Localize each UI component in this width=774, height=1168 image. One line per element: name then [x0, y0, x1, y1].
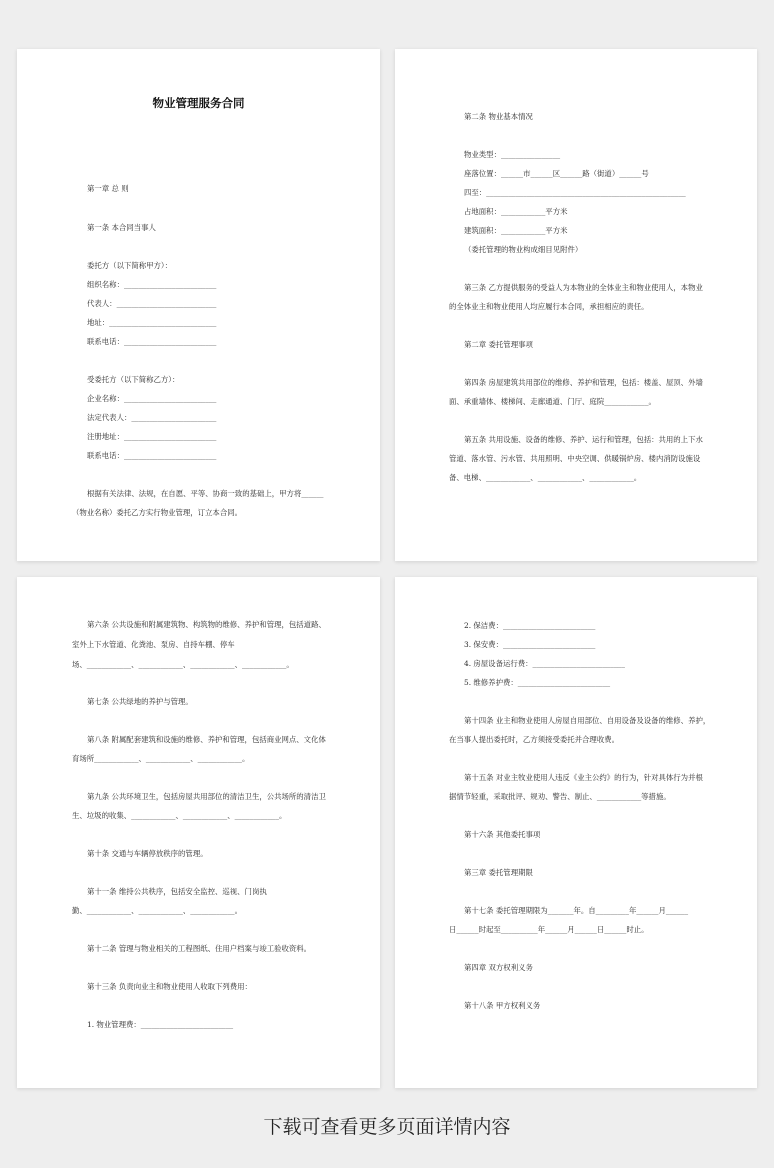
- p2-line-13: 第五条 共用设施、设备的维修、养护、运行和管理，包括：共用的上下水: [464, 435, 703, 444]
- p4-line-13: 第四章 双方权利义务: [464, 963, 533, 972]
- p1-line-11: 注册地址：_________________________: [87, 432, 217, 441]
- p2-line-5: 占地面积：____________平方米: [464, 207, 568, 216]
- p2-line-9: 的全体业主和物业使用人均应履行本合同，承担相应的责任。: [449, 302, 649, 311]
- more-pages-caption: 下载可查看更多页面详情内容: [263, 1116, 511, 1138]
- p4-line-3: 4. 房屋设备运行费：_________________________: [464, 659, 625, 668]
- p3-line-1: 第六条 公共设施和附属建筑物、构筑物的维修、养护和管理，包括道路、: [87, 620, 326, 629]
- p1-line-13: 根据有关法律、法规，在自愿、平等、协商一致的基础上，甲方将______: [87, 489, 324, 498]
- p3-line-12: 第十二条 管理与物业相关的工程图纸、住用户档案与竣工验收资料。: [87, 944, 312, 953]
- p1-line-2: 第一条 本合同当事人: [87, 223, 156, 232]
- p2-line-4: 四至：______________________________________________________: [464, 188, 686, 197]
- document-page-2: [395, 49, 757, 561]
- p4-line-7: 第十五条 对业主牧业使用人违反《业主公约》的行为，针对具体行为并根: [464, 773, 703, 782]
- p4-line-2: 3. 保安费：_________________________: [464, 640, 596, 649]
- p2-line-10: 第二章 委托管理事项: [464, 340, 533, 349]
- p1-line-10: 法定代表人：_______________________: [87, 413, 217, 422]
- p3-line-7: 第九条 公共环境卫生，包括房屋共用部位的清洁卫生，公共场所的清洁卫: [87, 792, 326, 801]
- p2-line-6: 建筑面积：____________平方米: [464, 226, 568, 235]
- p1-line-6: 地址：_____________________________: [87, 318, 217, 327]
- p4-line-10: 第三章 委托管理期限: [464, 868, 533, 877]
- p2-line-3: 座落位置：______市______区______路（街道）______号: [464, 169, 649, 178]
- p4-line-6: 在当事人提出委托时，乙方须接受委托并合理收费。: [449, 735, 619, 744]
- document-page-4: [395, 577, 757, 1088]
- p2-line-12: 面、承重墙体、楼梯间、走廊通道、门厅、庭院____________。: [449, 397, 656, 406]
- p3-line-3: 场、____________、____________、____________、____________。: [72, 660, 294, 669]
- p1-line-4: 组织名称：_________________________: [87, 280, 217, 289]
- p1-line-5: 代表人：___________________________: [87, 299, 217, 308]
- p4-line-5: 第十四条 业主和物业使用人房屋自用部位、自用设备及设备的维修、养护，: [464, 716, 711, 725]
- p4-line-12: 日______时起至__________年______月______日______时止。: [449, 925, 649, 934]
- p2-line-15: 备、电梯、____________、____________、____________。: [449, 473, 642, 482]
- p1-line-7: 联系电话：_________________________: [87, 337, 217, 346]
- p3-line-2: 室外上下水管道、化粪池、泵房、自持车棚、停车: [72, 640, 235, 649]
- p2-line-7: （委托管理的物业构成细目见附件）: [464, 245, 583, 254]
- p3-line-11: 勤、____________、____________、____________。: [72, 906, 242, 915]
- p4-line-8: 据情节轻重，采取批评、规劝、警告、制止、____________等措施。: [449, 792, 671, 801]
- p2-line-1: 第二条 物业基本情况: [464, 112, 533, 121]
- p3-line-9: 第十条 交通与车辆停放秩序的管理。: [87, 849, 208, 858]
- p2-line-11: 第四条 房屋建筑共用部位的维修、养护和管理，包括：楼盖、屋顶、外墙: [464, 378, 703, 387]
- p4-line-4: 5. 维修养护费：_________________________: [464, 678, 611, 687]
- p1-line-9: 企业名称：_________________________: [87, 394, 217, 403]
- p1-line-8: 受委托方（以下简称乙方）：: [87, 375, 180, 384]
- p4-line-14: 第十八条 甲方权利义务: [464, 1001, 541, 1010]
- p2-line-14: 管道、落水管、污水管、共用照明、中央空调、供暖锅炉房、楼内消防设施设: [449, 454, 701, 463]
- p4-line-9: 第十六条 其他委托事项: [464, 830, 541, 839]
- p3-line-5: 第八条 附属配套建筑和设施的维修、养护和管理，包括商业网点、文化体: [87, 735, 326, 744]
- p3-line-13: 第十三条 负责向业主和物业使用人收取下列费用：: [87, 982, 252, 991]
- p3-line-4: 第七条 公共绿地的养护与管理。: [87, 697, 193, 706]
- p4-line-1: 2. 保洁费：_________________________: [464, 621, 596, 630]
- p1-line-1: 第一章 总 则: [87, 184, 129, 193]
- p2-line-2: 物业类型：________________: [464, 150, 561, 159]
- p3-line-14: 1. 物业管理费：_________________________: [87, 1020, 234, 1029]
- p3-line-8: 生、垃圾的收集、____________、____________、____________。: [72, 811, 287, 820]
- p4-line-11: 第十七条 委托管理期限为_______年。自_________年______月______: [464, 906, 689, 915]
- p3-line-6: 育场所____________、____________、____________。: [72, 754, 250, 763]
- contract-title: 物业管理服务合同: [152, 96, 245, 110]
- p3-line-10: 第十一条 维持公共秩序，包括安全监控、巡视、门岗执: [87, 887, 267, 896]
- p1-line-3: 委托方（以下简称甲方）：: [87, 261, 172, 270]
- p1-line-12: 联系电话：_________________________: [87, 451, 217, 460]
- p2-line-8: 第三条 乙方提供服务的受益人为本物业的全体业主和物业使用人，本物业: [464, 283, 703, 292]
- document-page-3: [17, 577, 380, 1088]
- p1-line-14: （物业名称）委托乙方实行物业管理，订立本合同。: [72, 508, 242, 517]
- document-page-1: [17, 49, 380, 561]
